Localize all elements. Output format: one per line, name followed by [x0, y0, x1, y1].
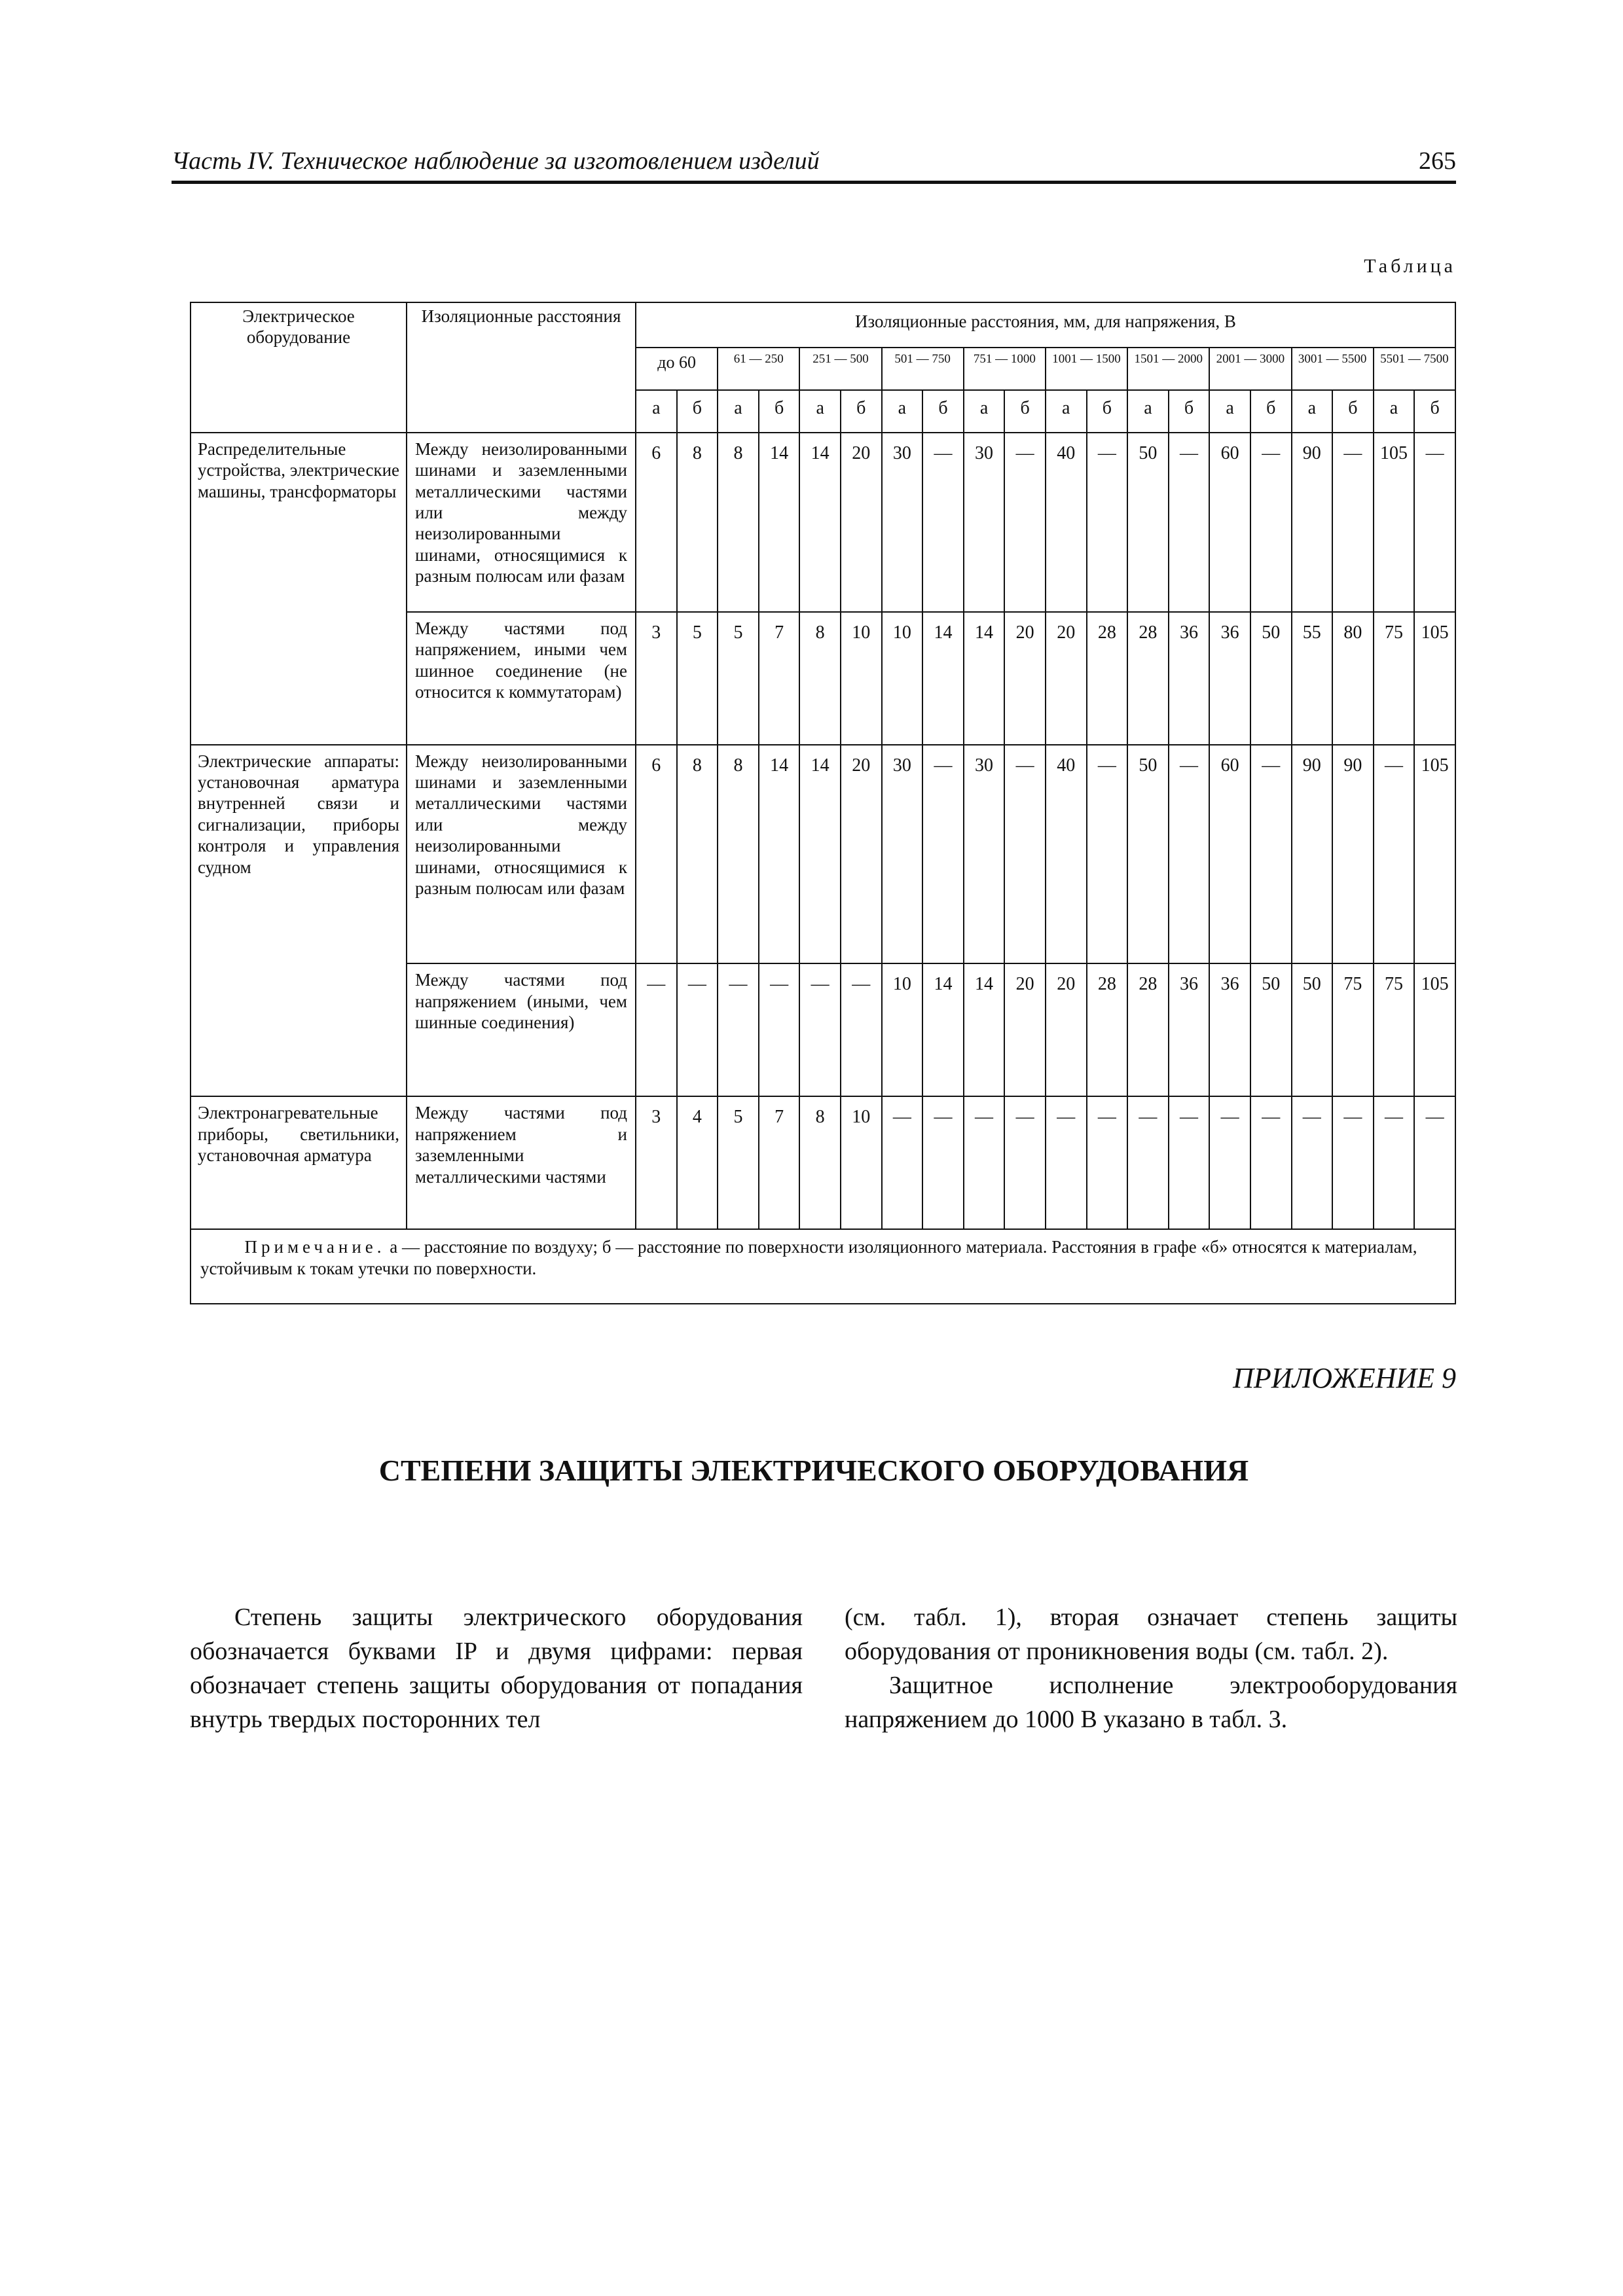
sub-b: б — [759, 390, 800, 433]
value-cell: — — [882, 1096, 923, 1229]
table-note-label: Примечание. — [244, 1237, 386, 1257]
insulation-cell: Между частями под напряжением, иными чем шинное соединение (не относится к коммутаторам) — [407, 612, 636, 745]
value-cell: — — [1004, 1096, 1046, 1229]
value-cell: 75 — [1332, 963, 1374, 1096]
value-cell: 28 — [1127, 612, 1169, 745]
value-cell: — — [799, 963, 841, 1096]
value-cell: 6 — [636, 745, 677, 964]
table-caption: Таблица — [1364, 255, 1456, 277]
value-cell: 20 — [1004, 963, 1046, 1096]
value-cell: 90 — [1332, 745, 1374, 964]
value-cell: 8 — [799, 612, 841, 745]
table-note-text: а — расстояние по воздуху; б — расстояние по поверхности изоляционного материала. Расстояния в графе «б» относятся к материалам, устойчивым к токам утечки по поверхности. — [200, 1237, 1417, 1278]
value-cell: — — [922, 433, 964, 612]
value-cell: — — [1087, 433, 1128, 612]
equipment-cell: Распределительные устройства, электрические машины, трансформаторы — [191, 433, 407, 745]
value-cell: 14 — [964, 612, 1005, 745]
insulation-distance-table — [190, 302, 1456, 1304]
value-cell: 20 — [1046, 963, 1087, 1096]
sub-a: а — [1046, 390, 1087, 433]
value-cell: 105 — [1414, 612, 1455, 745]
value-cell: 80 — [1332, 612, 1374, 745]
sub-a: а — [1374, 390, 1415, 433]
insulation-cell: Между неизолированными шинами и заземленными металлическими частями или между неизолированными шинами, относящимися к разным полюсам или фазам — [407, 433, 636, 612]
value-cell: 36 — [1169, 963, 1210, 1096]
value-cell: 7 — [759, 1096, 800, 1229]
range-cell: 1001 — 1500 — [1046, 348, 1127, 390]
value-cell: 50 — [1250, 963, 1292, 1096]
value-cell: — — [1127, 1096, 1169, 1229]
value-cell: 105 — [1374, 433, 1415, 612]
range-cell: 1501 — 2000 — [1127, 348, 1209, 390]
value-cell: — — [718, 963, 759, 1096]
value-cell: 14 — [799, 433, 841, 612]
value-cell: 20 — [1046, 612, 1087, 745]
value-cell: — — [1004, 745, 1046, 964]
value-cell: 40 — [1046, 433, 1087, 612]
value-cell: — — [1004, 433, 1046, 612]
value-cell: 30 — [882, 745, 923, 964]
value-cell: 30 — [882, 433, 923, 612]
sub-a: а — [1292, 390, 1333, 433]
value-cell: 8 — [718, 433, 759, 612]
paragraph: (см. табл. 1), вторая означает степень защиты оборудования от проникновения воды (см. табл. 2). — [845, 1604, 1457, 1665]
value-cell: 90 — [1292, 745, 1333, 964]
value-cell: 20 — [1004, 612, 1046, 745]
value-cell: 75 — [1374, 963, 1415, 1096]
range-cell: до 60 — [636, 348, 718, 390]
value-cell: — — [964, 1096, 1005, 1229]
sub-a: а — [1127, 390, 1169, 433]
insulation-cell: Между неизолированными шинами и заземленными металлическими частями или между неизолированными шинами, относящимися к разным полюсам или фазам — [407, 745, 636, 964]
sub-b: б — [677, 390, 718, 433]
table-row — [191, 1096, 1455, 1229]
value-cell: — — [841, 963, 882, 1096]
value-cell: — — [1250, 1096, 1292, 1229]
value-cell: 30 — [964, 745, 1005, 964]
value-cell: 8 — [677, 745, 718, 964]
sub-a: а — [964, 390, 1005, 433]
sub-b: б — [1087, 390, 1128, 433]
value-cell: 60 — [1209, 433, 1250, 612]
range-cell: 751 — 1000 — [964, 348, 1046, 390]
value-cell: 28 — [1087, 612, 1128, 745]
value-cell: 50 — [1250, 612, 1292, 745]
sub-b: б — [922, 390, 964, 433]
value-cell: — — [1087, 1096, 1128, 1229]
value-cell: 3 — [636, 612, 677, 745]
page-number: 265 — [1419, 147, 1456, 175]
sub-a: а — [636, 390, 677, 433]
value-cell: — — [677, 963, 718, 1096]
range-cell: 251 — 500 — [799, 348, 881, 390]
value-cell: 10 — [882, 963, 923, 1096]
value-cell: 8 — [799, 1096, 841, 1229]
value-cell: 36 — [1209, 963, 1250, 1096]
value-cell: 14 — [799, 745, 841, 964]
value-cell: — — [1169, 745, 1210, 964]
value-cell: — — [1292, 1096, 1333, 1229]
value-cell: — — [1046, 1096, 1087, 1229]
value-cell: 50 — [1127, 433, 1169, 612]
value-cell: — — [1374, 745, 1415, 964]
value-cell: — — [922, 1096, 964, 1229]
value-cell: 10 — [841, 1096, 882, 1229]
value-cell: — — [1332, 433, 1374, 612]
table-note — [191, 1229, 1455, 1304]
value-cell: — — [1209, 1096, 1250, 1229]
value-cell: 50 — [1292, 963, 1333, 1096]
equipment-cell: Электрические аппараты: установочная арматура внутренней связи и сигнализации, приборы контроля и управления судном — [191, 745, 407, 1097]
value-cell: — — [922, 745, 964, 964]
running-header — [172, 145, 1456, 184]
sub-a: а — [882, 390, 923, 433]
value-cell: — — [1250, 745, 1292, 964]
value-cell: 5 — [718, 612, 759, 745]
value-cell: — — [1169, 1096, 1210, 1229]
value-cell: 105 — [1414, 745, 1455, 964]
table-row — [191, 433, 1455, 612]
sub-b: б — [1414, 390, 1455, 433]
section-title: СТЕПЕНИ ЗАЩИТЫ ЭЛЕКТРИЧЕСКОГО ОБОРУДОВАНИЯ — [378, 1454, 1249, 1487]
value-cell: 105 — [1414, 963, 1455, 1096]
sub-b: б — [841, 390, 882, 433]
value-cell: — — [1374, 1096, 1415, 1229]
value-cell: 14 — [759, 745, 800, 964]
value-cell: 14 — [964, 963, 1005, 1096]
value-cell: — — [1087, 745, 1128, 964]
value-cell: 3 — [636, 1096, 677, 1229]
text-column-right — [845, 1600, 1457, 1736]
value-cell: 14 — [759, 433, 800, 612]
value-cell: 8 — [718, 745, 759, 964]
value-cell: — — [1332, 1096, 1374, 1229]
sub-b: б — [1004, 390, 1046, 433]
value-cell: 10 — [882, 612, 923, 745]
value-cell: — — [1414, 1096, 1455, 1229]
value-cell: 55 — [1292, 612, 1333, 745]
header-distances: Изоляционные расстояния, мм, для напряжения, В — [636, 302, 1455, 348]
range-cell: 2001 — 3000 — [1209, 348, 1291, 390]
value-cell: 50 — [1127, 745, 1169, 964]
value-cell: 8 — [677, 433, 718, 612]
running-header-title: Часть IV. Техническое наблюдение за изготовлением изделий — [172, 147, 820, 175]
paragraph: Степень защиты электрического оборудования обозначается буквами IP и двумя цифрами: первая обозначает степень защиты оборудования от попадания внутрь твердых посторонних тел — [190, 1604, 803, 1733]
value-cell: 40 — [1046, 745, 1087, 964]
sub-b: б — [1332, 390, 1374, 433]
sub-b: б — [1250, 390, 1292, 433]
value-cell: 6 — [636, 433, 677, 612]
appendix-label: ПРИЛОЖЕНИЕ 9 — [1233, 1362, 1456, 1394]
value-cell: 75 — [1374, 612, 1415, 745]
header-equipment: Электрическое оборудование — [191, 302, 407, 433]
value-cell: — — [1414, 433, 1455, 612]
value-cell: 5 — [718, 1096, 759, 1229]
paragraph: Защитное исполнение электрооборудования напряжением до 1000 В указано в табл. 3. — [845, 1672, 1457, 1733]
table-row — [191, 745, 1455, 964]
value-cell: 36 — [1169, 612, 1210, 745]
value-cell: 20 — [841, 745, 882, 964]
value-cell: 60 — [1209, 745, 1250, 964]
sub-a: а — [1209, 390, 1250, 433]
value-cell: — — [1169, 433, 1210, 612]
value-cell: — — [636, 963, 677, 1096]
value-cell: 5 — [677, 612, 718, 745]
value-cell: — — [1250, 433, 1292, 612]
value-cell: 14 — [922, 612, 964, 745]
value-cell: — — [759, 963, 800, 1096]
sub-a: а — [799, 390, 841, 433]
value-cell: 7 — [759, 612, 800, 745]
insulation-cell: Между частями под напряжением и заземленными металлическими частями — [407, 1096, 636, 1229]
value-cell: 28 — [1087, 963, 1128, 1096]
value-cell: 20 — [841, 433, 882, 612]
text-column-left — [190, 1600, 803, 1736]
value-cell: 28 — [1127, 963, 1169, 1096]
value-cell: 36 — [1209, 612, 1250, 745]
insulation-cell: Между частями под напряжением (иными, чем шинные соединения) — [407, 963, 636, 1096]
range-cell: 501 — 750 — [882, 348, 964, 390]
value-cell: 4 — [677, 1096, 718, 1229]
range-cell: 5501 — 7500 — [1374, 348, 1455, 390]
range-cell: 61 — 250 — [718, 348, 799, 390]
sub-a: а — [718, 390, 759, 433]
header-insulation: Изоляционные расстояния — [407, 302, 636, 433]
equipment-cell: Электронагревательные приборы, светильники, установочная арматура — [191, 1096, 407, 1229]
value-cell: 90 — [1292, 433, 1333, 612]
range-cell: 3001 — 5500 — [1292, 348, 1374, 390]
value-cell: 30 — [964, 433, 1005, 612]
value-cell: 10 — [841, 612, 882, 745]
sub-b: б — [1169, 390, 1210, 433]
value-cell: 14 — [922, 963, 964, 1096]
